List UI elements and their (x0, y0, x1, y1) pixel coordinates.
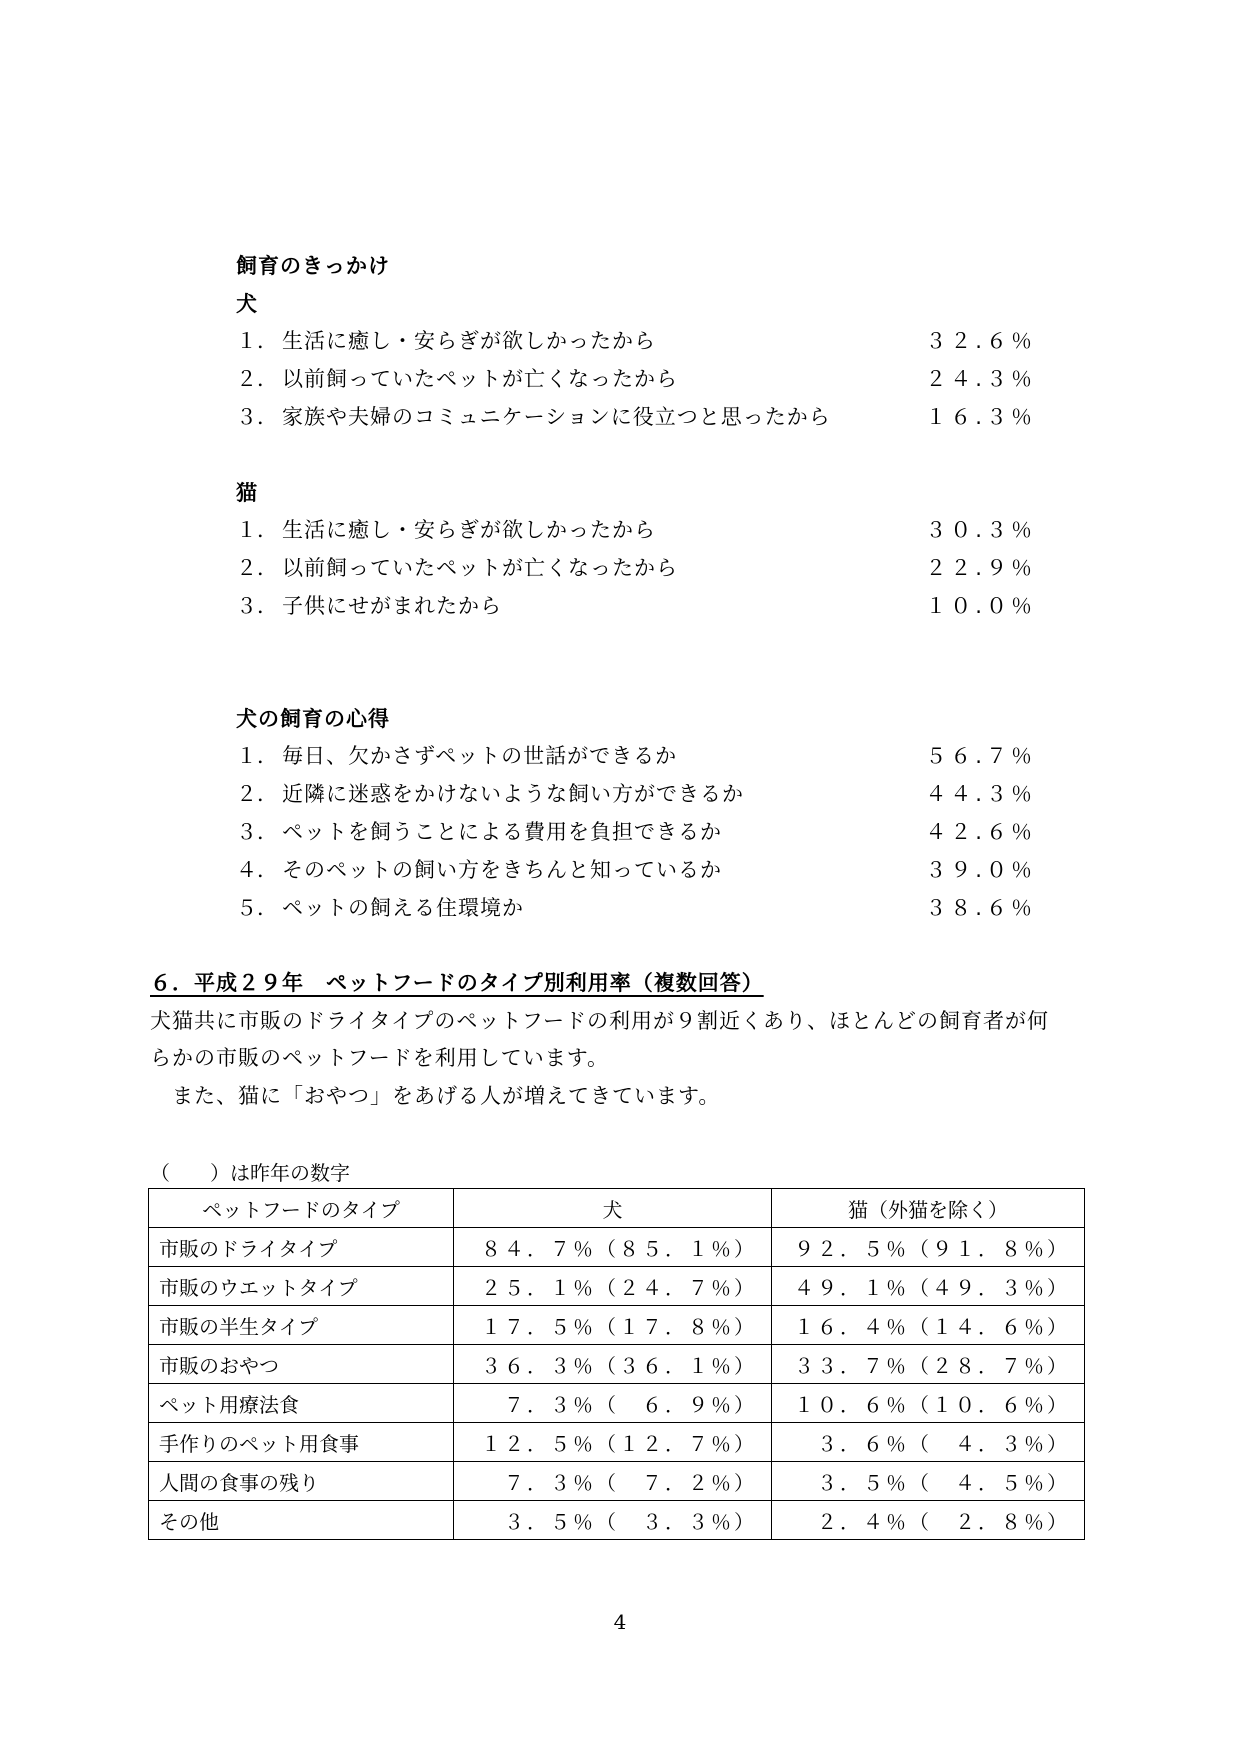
item-number: ４． (236, 858, 278, 882)
list-item (236, 363, 1036, 393)
table-row (149, 1462, 1085, 1501)
cell-cat: ３．６％（ ４．３％） (772, 1423, 1085, 1462)
cell-cat: ３．５％（ ４．５％） (772, 1462, 1085, 1501)
list-item (236, 590, 1036, 620)
motivation-heading: 飼育のきっかけ (236, 254, 390, 278)
list-item (236, 740, 1036, 770)
table-row (149, 1501, 1085, 1540)
item-label: ペットの飼える住環境か (282, 896, 524, 920)
paragraph-line: らかの市販のペットフードを利用しています。 (150, 1046, 610, 1070)
item-percent: ２４.３％ (925, 367, 1036, 391)
item-label: 近隣に迷惑をかけないような飼い方ができるか (282, 782, 744, 806)
item-label: 以前飼っていたペットが亡くなったから (282, 556, 678, 580)
pet-food-table (148, 1188, 1085, 1540)
item-percent: ５６.７％ (925, 744, 1036, 768)
table-row (149, 1228, 1085, 1267)
cell-dog: ３６．３％（３６．１％） (454, 1345, 772, 1384)
cell-type: 市販のドライタイプ (149, 1228, 454, 1267)
dog-mindset-heading: 犬の飼育の心得 (236, 707, 390, 731)
cell-dog: ２５．１％（２４．７％） (454, 1267, 772, 1306)
item-number: ３． (236, 405, 278, 429)
list-item (236, 816, 1036, 846)
item-number: ３． (236, 820, 278, 844)
cell-dog: １２．５％（１２．７％） (454, 1423, 772, 1462)
table-row (149, 1267, 1085, 1306)
item-label: 生活に癒し・安らぎが欲しかったから (282, 518, 656, 542)
cell-type: 手作りのペット用食事 (149, 1423, 454, 1462)
list-item (236, 892, 1036, 922)
item-label: 以前飼っていたペットが亡くなったから (282, 367, 678, 391)
cell-dog: ７．３％（ ７．２％） (454, 1462, 772, 1501)
cat-subheading: 猫 (236, 481, 258, 505)
cell-cat: ３３．７％（２８．７％） (772, 1345, 1085, 1384)
page-number: 4 (613, 1610, 627, 1634)
section-title: ６．平成２９年 ペットフードのタイプ別利用率（複数回答） (150, 971, 764, 995)
cell-dog: ８４．７％（８５．１％） (454, 1228, 772, 1267)
cell-type: ペット用療法食 (149, 1384, 454, 1423)
item-percent: ３０.３％ (925, 518, 1036, 542)
cell-type: 人間の食事の残り (149, 1462, 454, 1501)
item-number: ２． (236, 367, 278, 391)
item-number: ５． (236, 896, 278, 920)
table-row (149, 1306, 1085, 1345)
table-header-row (149, 1189, 1085, 1228)
table-row (149, 1384, 1085, 1423)
table-row (149, 1345, 1085, 1384)
item-label: ペットを飼うことによる費用を負担できるか (282, 820, 722, 844)
item-label: 生活に癒し・安らぎが欲しかったから (282, 329, 656, 353)
header-type: ペットフードのタイプ (149, 1189, 454, 1228)
item-percent: ３９.０％ (925, 858, 1036, 882)
list-item (236, 552, 1036, 582)
cell-cat: １０．６％（１０．６％） (772, 1384, 1085, 1423)
cell-dog: ７．３％（ ６．９％） (454, 1384, 772, 1423)
table-note: （ ）は昨年の数字 (150, 1161, 350, 1185)
item-label: 子供にせがまれたから (282, 594, 502, 618)
item-label: 家族や夫婦のコミュニケーションに役立つと思ったから (282, 405, 831, 429)
cell-type: 市販のおやつ (149, 1345, 454, 1384)
item-number: １． (236, 329, 278, 353)
item-percent: ３８.６％ (925, 896, 1036, 920)
item-percent: ３２.６％ (925, 329, 1036, 353)
cell-type: その他 (149, 1501, 454, 1540)
item-percent: ４４.３％ (925, 782, 1036, 806)
item-number: １． (236, 518, 278, 542)
item-number: １． (236, 744, 278, 768)
cell-cat: ９２．５％（９１．８％） (772, 1228, 1085, 1267)
cell-dog: ３．５％（ ３．３％） (454, 1501, 772, 1540)
cell-dog: １７．５％（１７．８％） (454, 1306, 772, 1345)
list-item (236, 854, 1036, 884)
cell-cat: ２．４％（ ２．８％） (772, 1501, 1085, 1540)
cell-type: 市販のウエットタイプ (149, 1267, 454, 1306)
item-label: そのペットの飼い方をきちんと知っているか (282, 858, 722, 882)
paragraph-line: また、猫に「おやつ」をあげる人が増えてきています。 (150, 1084, 721, 1108)
list-item (236, 325, 1036, 355)
item-number: ２． (236, 556, 278, 580)
table-row (149, 1423, 1085, 1462)
item-number: ２． (236, 782, 278, 806)
item-number: ３． (236, 594, 278, 618)
item-percent: ２２.９％ (925, 556, 1036, 580)
cell-type: 市販の半生タイプ (149, 1306, 454, 1345)
cell-cat: １６．４％（１４．６％） (772, 1306, 1085, 1345)
list-item (236, 401, 1036, 431)
dog-subheading: 犬 (236, 292, 258, 316)
item-label: 毎日、欠かさずペットの世話ができるか (282, 744, 678, 768)
item-percent: ４２.６％ (925, 820, 1036, 844)
item-percent: １６.３％ (925, 405, 1036, 429)
list-item (236, 778, 1036, 808)
header-cat: 猫（外猫を除く） (772, 1189, 1085, 1228)
cell-cat: ４９．１％（４９．３％） (772, 1267, 1085, 1306)
paragraph-line: 犬猫共に市販のドライタイプのペットフードの利用が９割近くあり、ほとんどの飼育者が何 (150, 1009, 1050, 1033)
header-dog: 犬 (454, 1189, 772, 1228)
list-item (236, 514, 1036, 544)
item-percent: １０.０％ (925, 594, 1036, 618)
